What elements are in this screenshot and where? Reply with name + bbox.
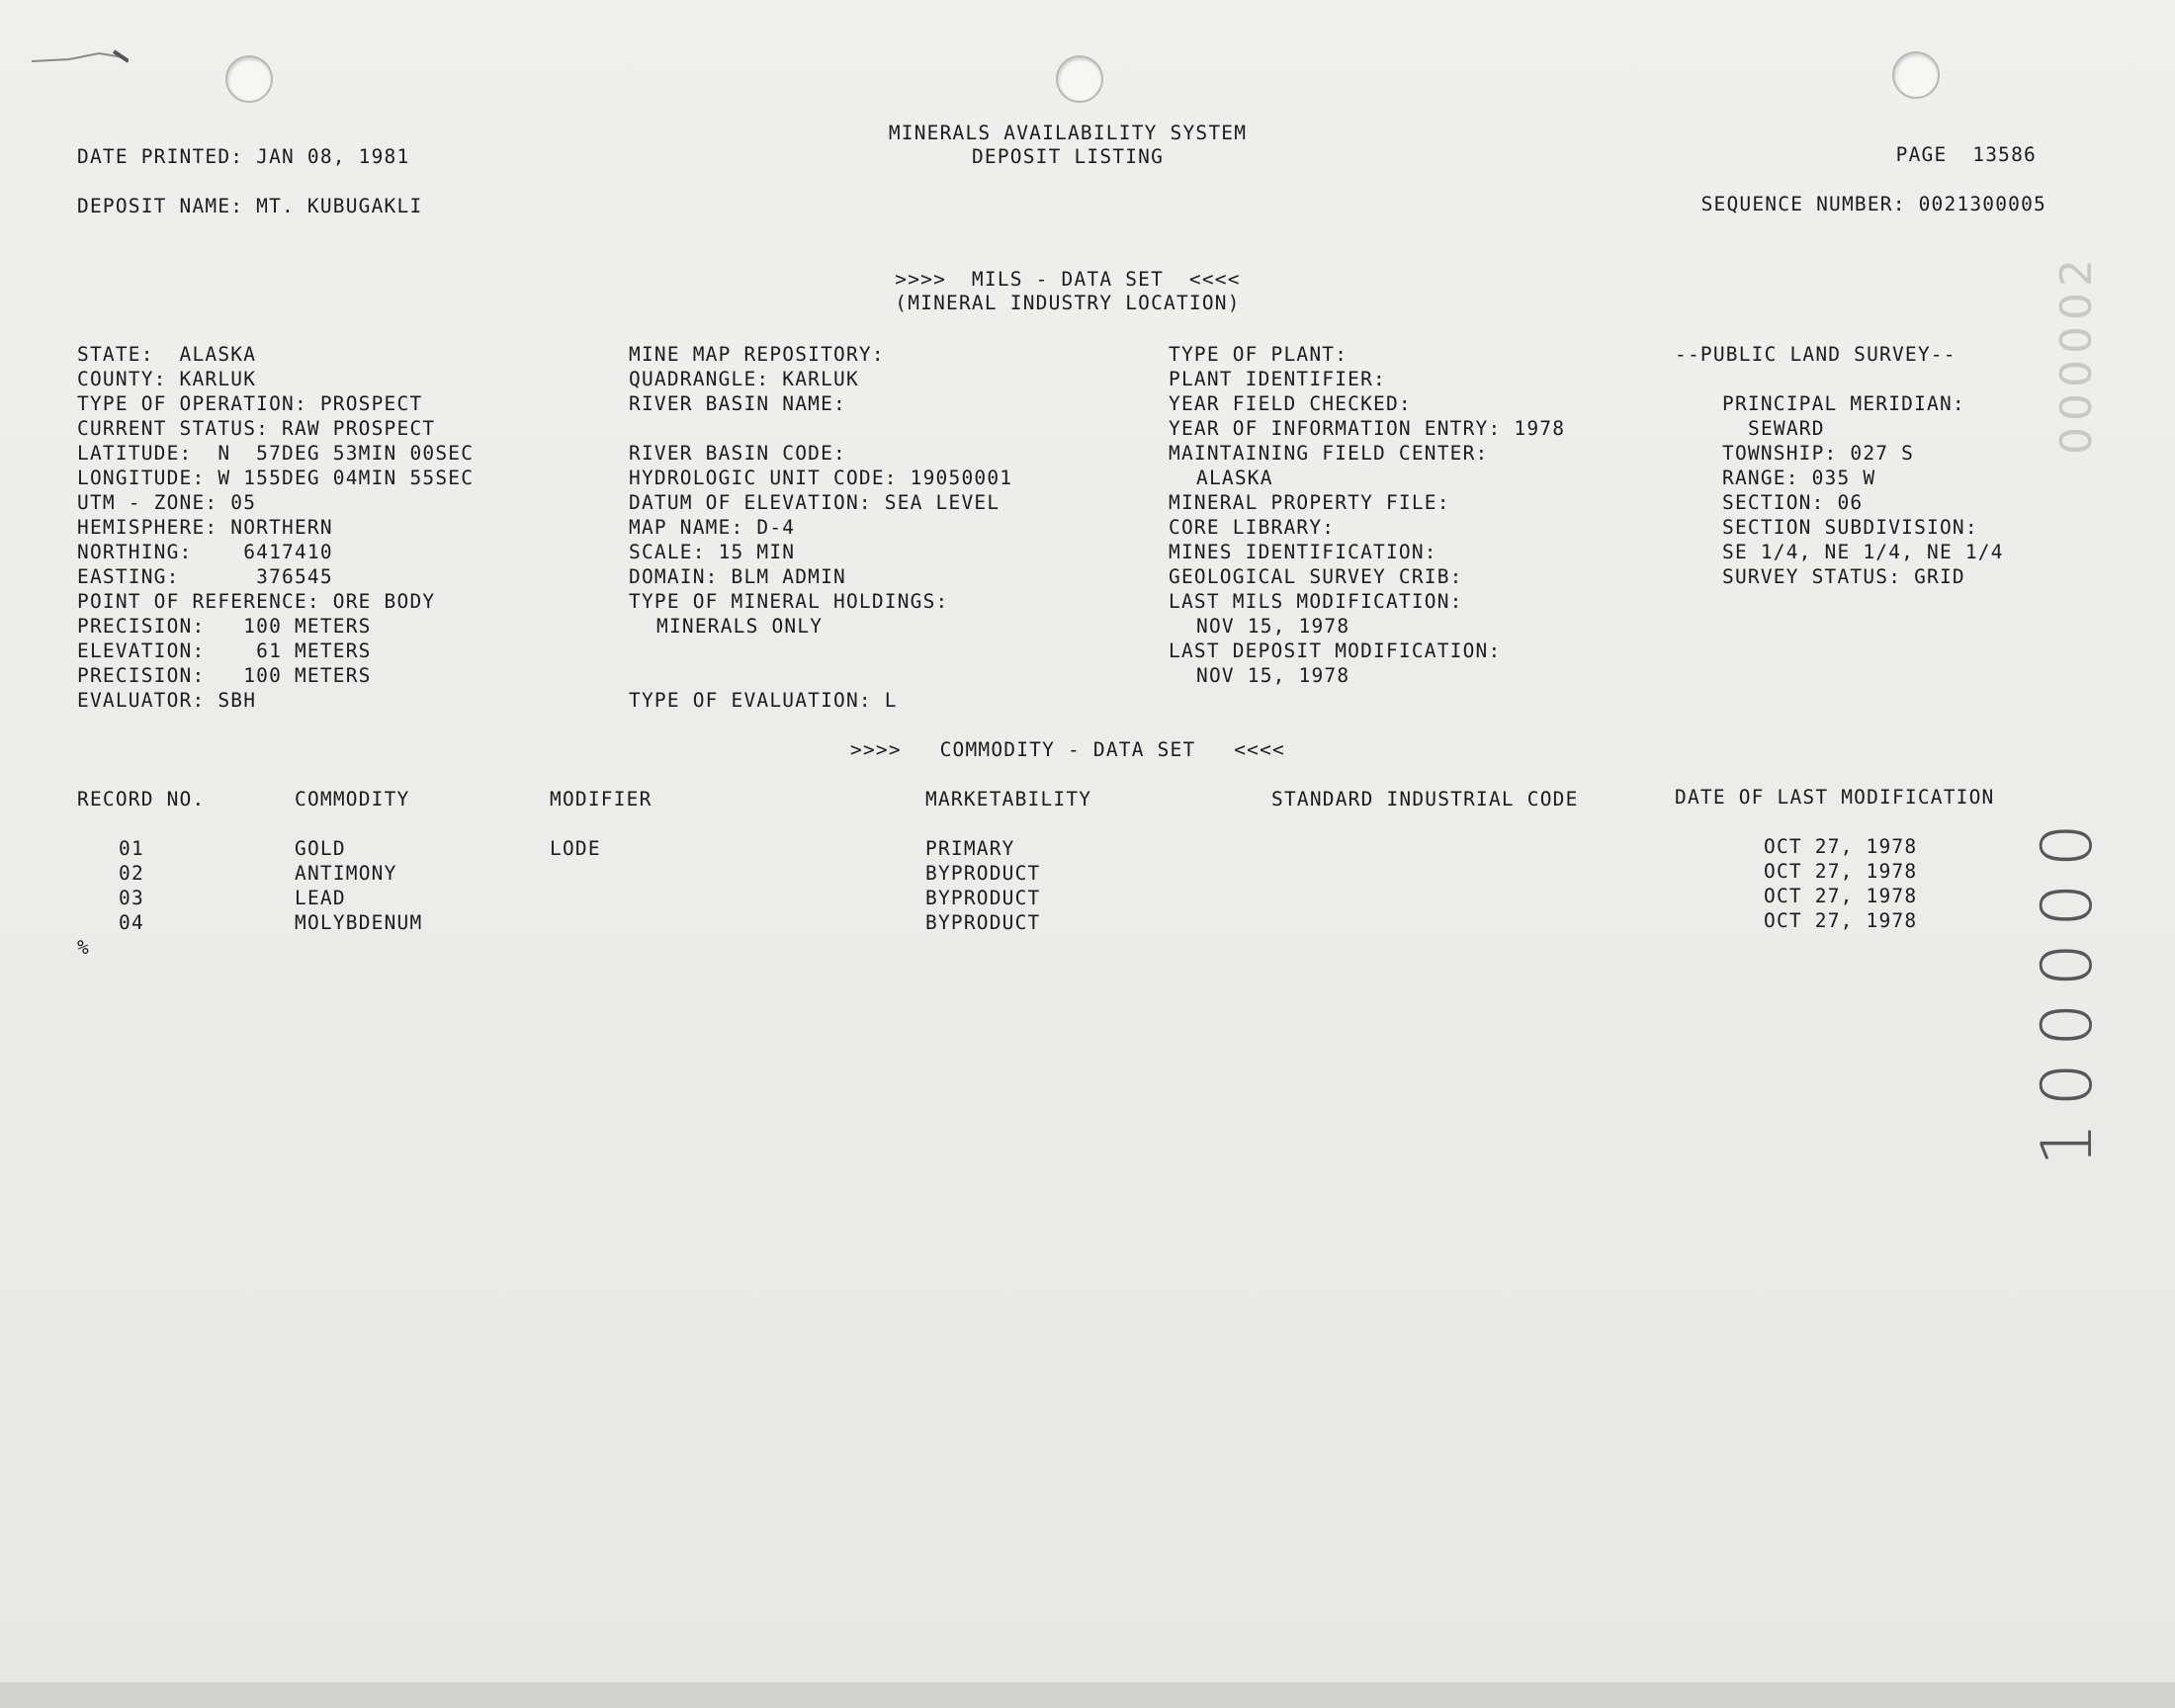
marketability-cell: PRIMARY	[925, 837, 1015, 860]
mine-map-repository-field: MINE MAP REPOSITORY:	[629, 343, 885, 366]
mils-section-title: >>>> MILS - DATA SET <<<<	[895, 268, 1241, 291]
date-cell: OCT 27, 1978	[1764, 909, 1918, 932]
last-mils-modification-value: NOV 15, 1978	[1196, 615, 1350, 638]
type-of-plant-field: TYPE OF PLANT:	[1169, 343, 1348, 366]
record-no-cell: 04	[119, 911, 144, 934]
date-cell: OCT 27, 1978	[1764, 860, 1918, 883]
commodity-cell: MOLYBDENUM	[295, 911, 423, 934]
header-modifier: MODIFIER	[550, 788, 652, 811]
hydrologic-unit-code-field: HYDROLOGIC UNIT CODE: 19050001	[629, 467, 1013, 489]
elevation-field: ELEVATION: 61 METERS	[77, 640, 372, 662]
stamp-number: 100000	[2027, 807, 2108, 1166]
header-marketability: MARKETABILITY	[925, 788, 1092, 811]
datum-of-elevation-field: DATUM OF ELEVATION: SEA LEVEL	[629, 491, 1000, 514]
public-land-survey-heading: --PUBLIC LAND SURVEY--	[1675, 343, 1957, 366]
date-cell: OCT 27, 1978	[1764, 835, 1918, 858]
scale-field: SCALE: 15 MIN	[629, 541, 796, 563]
domain-field: DOMAIN: BLM ADMIN	[629, 565, 846, 588]
hemisphere-field: HEMISPHERE: NORTHERN	[77, 516, 333, 539]
punch-hole-left	[225, 55, 273, 103]
marketability-cell: BYPRODUCT	[925, 887, 1041, 909]
year-of-information-entry-field: YEAR OF INFORMATION ENTRY: 1978	[1169, 417, 1566, 440]
commodity-section-title: >>>> COMMODITY - DATA SET <<<<	[850, 738, 1285, 761]
evaluator-field: EVALUATOR: SBH	[77, 689, 257, 712]
section-subdivision-field: SECTION SUBDIVISION:	[1722, 516, 1978, 539]
commodity-cell: ANTIMONY	[295, 862, 397, 885]
current-status-field: CURRENT STATUS: RAW PROSPECT	[77, 417, 436, 440]
punch-hole-right	[1892, 51, 1940, 99]
mines-identification-field: MINES IDENTIFICATION:	[1169, 541, 1437, 563]
scan-mark-icon	[30, 47, 129, 65]
township-field: TOWNSHIP: 027 S	[1722, 442, 1915, 465]
header-commodity: COMMODITY	[295, 788, 410, 811]
modifier-cell: LODE	[550, 837, 601, 860]
elevation-precision-field: PRECISION: 100 METERS	[77, 664, 372, 687]
year-field-checked-field: YEAR FIELD CHECKED:	[1169, 392, 1412, 415]
record-no-cell: 01	[119, 837, 144, 860]
northing-field: NORTHING: 6417410	[77, 541, 333, 563]
header-date-of-last-modification: DATE OF LAST MODIFICATION	[1675, 786, 1995, 809]
mils-section-subtitle: (MINERAL INDUSTRY LOCATION)	[895, 292, 1241, 314]
repository-column	[629, 342, 1012, 713]
maintaining-field-center-field: MAINTAINING FIELD CENTER:	[1169, 442, 1489, 465]
principal-meridian-value: SEWARD	[1748, 417, 1825, 440]
geological-survey-crib-field: GEOLOGICAL SURVEY CRIB:	[1169, 565, 1463, 588]
punch-hole-center	[1056, 55, 1103, 103]
point-of-reference-field: POINT OF REFERENCE: ORE BODY	[77, 590, 436, 613]
range-field: RANGE: 035 W	[1722, 467, 1876, 489]
principal-meridian-field: PRINCIPAL MERIDIAN:	[1722, 392, 1965, 415]
record-no-cell: 02	[119, 862, 144, 885]
record-no-cell: 03	[119, 887, 144, 909]
page-number: PAGE 13586	[1895, 143, 2037, 166]
mineral-holdings-value: MINERALS ONLY	[656, 615, 824, 638]
easting-field: EASTING: 376545	[77, 565, 333, 588]
marketability-cell: BYPRODUCT	[925, 911, 1041, 934]
plant-identifier-field: PLANT IDENTIFIER:	[1169, 368, 1386, 390]
commodity-cell: GOLD	[295, 837, 346, 860]
survey-status-field: SURVEY STATUS: GRID	[1722, 565, 1965, 588]
field-center-value: ALASKA	[1196, 467, 1273, 489]
river-basin-name-field: RIVER BASIN NAME:	[629, 392, 846, 415]
section-subdivision-value: SE 1/4, NE 1/4, NE 1/4	[1722, 541, 2004, 563]
longitude-field: LONGITUDE: W 155DEG 04MIN 55SEC	[77, 467, 475, 489]
utm-zone-field: UTM - ZONE: 05	[77, 491, 257, 514]
quadrangle-field: QUADRANGLE: KARLUK	[629, 368, 859, 390]
plant-column	[1169, 342, 1565, 688]
river-basin-code-field: RIVER BASIN CODE:	[629, 442, 846, 465]
faint-stamp-number: 000002	[2051, 253, 2102, 455]
scan-bottom-edge	[0, 1682, 2175, 1708]
marketability-cell: BYPRODUCT	[925, 862, 1041, 885]
core-library-field: CORE LIBRARY:	[1169, 516, 1336, 539]
section-field: SECTION: 06	[1722, 491, 1864, 514]
last-deposit-modification-value: NOV 15, 1978	[1196, 664, 1350, 687]
deposit-name: DEPOSIT NAME: MT. KUBUGAKLI	[77, 195, 423, 217]
listing-title: DEPOSIT LISTING	[971, 145, 1165, 168]
location-column	[77, 342, 474, 713]
state-field: STATE: ALASKA	[77, 343, 257, 366]
system-title: MINERALS AVAILABILITY SYSTEM	[888, 122, 1248, 144]
last-deposit-modification-field: LAST DEPOSIT MODIFICATION:	[1169, 640, 1502, 662]
type-of-operation-field: TYPE OF OPERATION: PROSPECT	[77, 392, 423, 415]
header-standard-industrial-code: STANDARD INDUSTRIAL CODE	[1271, 788, 1579, 811]
header-record-no: RECORD NO.	[77, 788, 206, 811]
last-mils-modification-field: LAST MILS MODIFICATION:	[1169, 590, 1463, 613]
sequence-number: SEQUENCE NUMBER: 0021300005	[1700, 193, 2046, 215]
mineral-property-file-field: MINERAL PROPERTY FILE:	[1169, 491, 1450, 514]
end-marker: %	[77, 936, 90, 959]
date-cell: OCT 27, 1978	[1764, 885, 1918, 907]
land-survey-column	[1722, 391, 2004, 589]
commodity-cell: LEAD	[295, 887, 346, 909]
county-field: COUNTY: KARLUK	[77, 368, 257, 390]
type-of-evaluation-field: TYPE OF EVALUATION: L	[629, 689, 898, 712]
date-printed: DATE PRINTED: JAN 08, 1981	[77, 145, 410, 168]
latitude-field: LATITUDE: N 57DEG 53MIN 00SEC	[77, 442, 475, 465]
map-name-field: MAP NAME: D-4	[629, 516, 796, 539]
precision-field: PRECISION: 100 METERS	[77, 615, 372, 638]
type-of-mineral-holdings-field: TYPE OF MINERAL HOLDINGS:	[629, 590, 949, 613]
